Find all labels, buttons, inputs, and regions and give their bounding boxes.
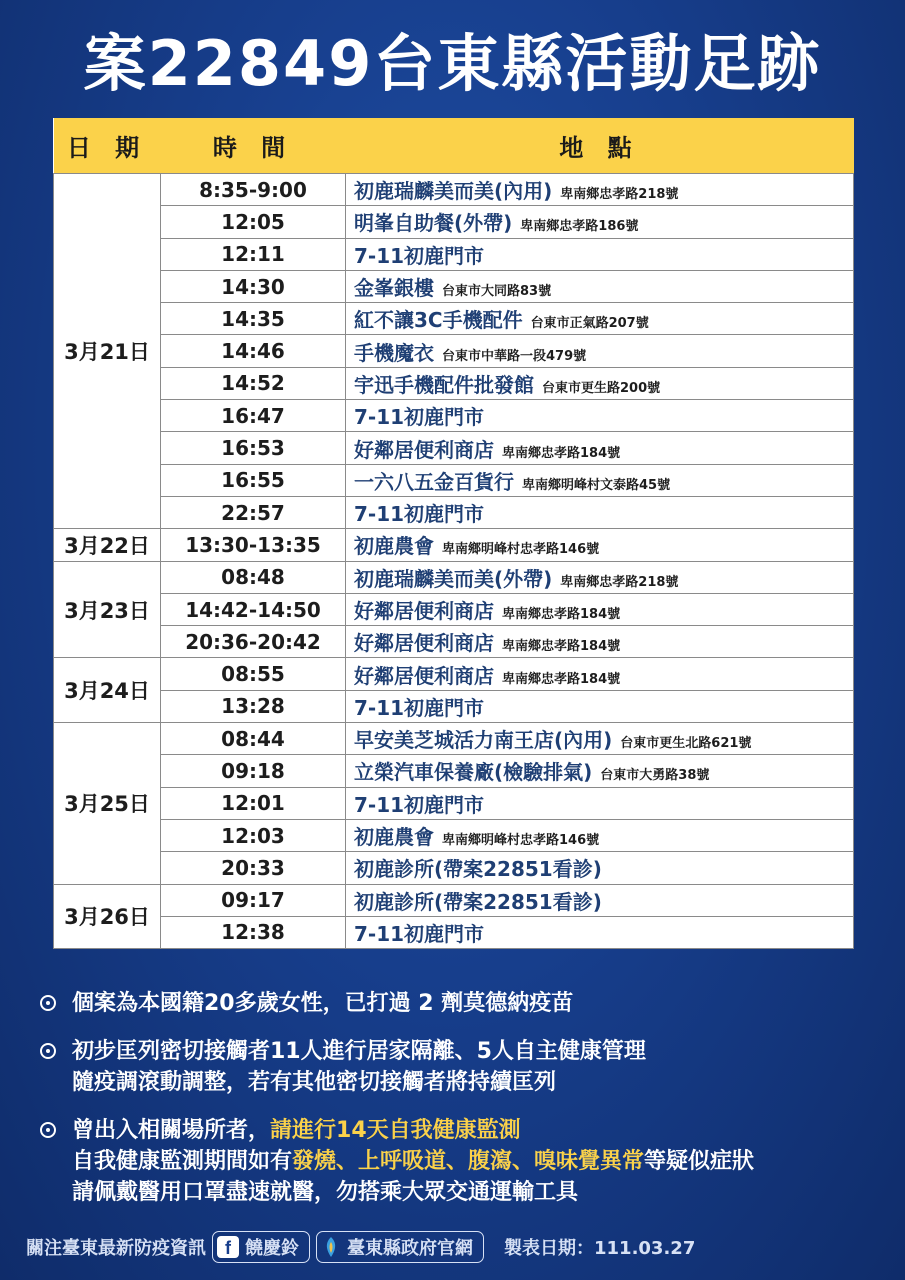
facebook-link[interactable]	[212, 1231, 310, 1263]
time-cell: 09:17	[161, 884, 346, 916]
time-cell: 14:35	[161, 303, 346, 335]
table-row	[54, 496, 854, 528]
time-cell: 08:44	[161, 723, 346, 755]
table-row	[54, 432, 854, 464]
header-place: 地 點	[346, 118, 854, 174]
table-body	[54, 174, 854, 949]
place-address: 卑南鄉忠孝路218號	[560, 187, 679, 203]
place-name: 好鄰居便利商店	[354, 631, 494, 656]
place-address: 卑南鄉明峰村忠孝路146號	[442, 542, 600, 558]
place-name: 7-11初鹿門市	[354, 405, 485, 430]
time-cell: 13:30-13:35	[161, 529, 346, 561]
place-cell	[346, 335, 854, 367]
place-name: 初鹿農會	[354, 825, 434, 850]
header-date: 日 期	[54, 118, 161, 174]
note-1	[36, 988, 876, 1019]
place-name: 7-11初鹿門市	[354, 921, 485, 946]
place-address: 台東市更生北路621號	[620, 736, 752, 752]
place-cell	[346, 529, 854, 561]
place-name: 立榮汽車保養廠(檢驗排氣)	[354, 760, 593, 785]
note-3-line-3: 請佩戴醫用口罩盡速就醫，勿搭乘大眾交通運輸工具	[72, 1180, 579, 1205]
note-3-line-2-c: 等疑似症狀	[644, 1149, 755, 1174]
place-name: 紅不讓3C手機配件	[354, 308, 523, 333]
footprint-table	[53, 118, 854, 949]
table-row	[54, 593, 854, 625]
table-row	[54, 658, 854, 690]
place-address: 卑南鄉忠孝路184號	[502, 639, 621, 655]
place-address: 台東市正氣路207號	[530, 316, 649, 332]
time-cell: 16:47	[161, 400, 346, 432]
place-cell	[346, 206, 854, 238]
note-3-line-2	[72, 1146, 876, 1177]
time-cell: 14:30	[161, 270, 346, 302]
table-row	[54, 626, 854, 658]
place-name: 初鹿瑞麟美而美(內用)	[354, 179, 553, 204]
facebook-icon: f	[217, 1236, 239, 1258]
note-3-line-1-a: 曾出入相關場所者，	[72, 1118, 271, 1143]
time-cell: 12:03	[161, 819, 346, 851]
table-row	[54, 206, 854, 238]
circle-dot-icon	[40, 995, 56, 1011]
time-cell: 16:53	[161, 432, 346, 464]
place-address: 卑南鄉忠孝路184號	[502, 445, 621, 461]
place-cell	[346, 658, 854, 690]
place-cell	[346, 367, 854, 399]
note-2-line-1: 初步匡列密切接觸者11人進行居家隔離、5人自主健康管理	[72, 1039, 646, 1064]
place-name: 一六八五金百貨行	[354, 469, 514, 494]
place-cell	[346, 400, 854, 432]
table-row	[54, 303, 854, 335]
note-3-highlight-symptoms: 發燒、上呼吸道、腹瀉、嗅味覺異常	[292, 1149, 645, 1174]
place-name: 初鹿瑞麟美而美(外帶)	[354, 566, 553, 591]
place-address: 卑南鄉忠孝路218號	[560, 574, 679, 590]
place-name: 明峯自助餐(外帶)	[354, 211, 513, 236]
place-name: 宇迅手機配件批發館	[354, 372, 534, 397]
place-name: 手機魔衣	[354, 340, 434, 365]
place-cell	[346, 819, 854, 851]
place-name: 7-11初鹿門市	[354, 792, 485, 817]
place-address: 台東市大勇路38號	[600, 768, 710, 784]
time-cell: 20:33	[161, 852, 346, 884]
time-cell: 08:55	[161, 658, 346, 690]
place-address: 卑南鄉明峰村忠孝路146號	[442, 833, 600, 849]
date-cell: 3月23日	[54, 561, 161, 658]
time-cell: 09:18	[161, 755, 346, 787]
place-name: 7-11初鹿門市	[354, 243, 485, 268]
gov-site-link[interactable]	[316, 1231, 484, 1263]
time-cell: 20:36-20:42	[161, 626, 346, 658]
place-cell	[346, 755, 854, 787]
table-row	[54, 755, 854, 787]
table-row	[54, 852, 854, 884]
time-cell: 22:57	[161, 496, 346, 528]
note-1-text: 個案為本國籍20多歲女性，已打過 2 劑莫德納疫苗	[72, 991, 574, 1016]
place-cell	[346, 496, 854, 528]
place-cell	[346, 432, 854, 464]
place-cell	[346, 464, 854, 496]
place-cell	[346, 916, 854, 948]
place-cell	[346, 561, 854, 593]
note-3-line-1	[72, 1115, 876, 1146]
place-name: 7-11初鹿門市	[354, 695, 485, 720]
date-cell: 3月26日	[54, 884, 161, 949]
place-cell	[346, 593, 854, 625]
place-address: 卑南鄉忠孝路184號	[502, 671, 621, 687]
taitung-gov-logo-icon	[321, 1236, 341, 1258]
place-name: 初鹿診所(帶案22851看診)	[354, 857, 602, 882]
date-cell: 3月25日	[54, 723, 161, 884]
time-cell: 14:46	[161, 335, 346, 367]
place-name: 好鄰居便利商店	[354, 599, 494, 623]
note-3	[36, 1115, 876, 1208]
time-cell: 12:38	[161, 916, 346, 948]
place-cell	[346, 723, 854, 755]
note-2-line-2: 隨疫調滾動調整，若有其他密切接觸者將持續匡列	[72, 1070, 557, 1095]
circle-dot-icon	[40, 1122, 56, 1138]
note-3-line-2-a: 自我健康監測期間如有	[72, 1149, 293, 1174]
place-cell	[346, 852, 854, 884]
table-row	[54, 690, 854, 722]
place-address: 卑南鄉明峰村文泰路45號	[522, 477, 671, 493]
place-cell	[346, 303, 854, 335]
table-row	[54, 884, 854, 916]
place-name: 早安美芝城活力南王店(內用)	[354, 728, 613, 753]
time-cell: 08:48	[161, 561, 346, 593]
place-cell	[346, 238, 854, 270]
notes	[36, 988, 876, 1225]
place-name: 7-11初鹿門市	[354, 502, 485, 527]
table-row	[54, 787, 854, 819]
footer	[26, 1230, 886, 1264]
place-address: 台東市中華路一段479號	[442, 348, 587, 364]
place-address: 卑南鄉忠孝路184號	[502, 607, 621, 622]
place-cell	[346, 884, 854, 916]
time-cell: 12:11	[161, 238, 346, 270]
place-cell	[346, 626, 854, 658]
time-cell: 14:42-14:50	[161, 593, 346, 625]
time-cell: 14:52	[161, 367, 346, 399]
time-cell: 12:01	[161, 787, 346, 819]
place-address: 卑南鄉忠孝路186號	[520, 219, 639, 235]
place-cell	[346, 787, 854, 819]
time-cell: 13:28	[161, 690, 346, 722]
header-time: 時 間	[161, 118, 346, 174]
table-row	[54, 464, 854, 496]
circle-dot-icon	[40, 1043, 56, 1059]
note-3-highlight-monitor: 請進行14天自我健康監測	[270, 1118, 521, 1143]
place-name: 初鹿診所(帶案22851看診)	[354, 889, 602, 914]
table-row	[54, 335, 854, 367]
table-row	[54, 916, 854, 948]
date-cell: 3月21日	[54, 174, 161, 529]
time-cell: 8:35-9:00	[161, 174, 346, 206]
table-row	[54, 270, 854, 302]
table-row	[54, 367, 854, 399]
place-name: 好鄰居便利商店	[354, 437, 494, 462]
place-name: 初鹿農會	[354, 534, 434, 559]
page-title: 案22849台東縣活動足跡	[83, 27, 822, 100]
table-row	[54, 819, 854, 851]
table-row	[54, 723, 854, 755]
place-cell	[346, 174, 854, 206]
table-row	[54, 400, 854, 432]
made-date: 製表日期：111.03.27	[504, 1238, 696, 1259]
follow-text: 關注臺東最新防疫資訊	[26, 1238, 206, 1259]
table-row	[54, 238, 854, 270]
facebook-name: 饒慶鈴	[245, 1238, 299, 1259]
place-address: 台東市大同路83號	[442, 284, 552, 300]
note-2	[36, 1036, 876, 1098]
table-row	[54, 174, 854, 206]
time-cell: 12:05	[161, 206, 346, 238]
table-row	[54, 529, 854, 561]
time-cell: 16:55	[161, 464, 346, 496]
date-cell: 3月22日	[54, 529, 161, 561]
gov-site-label: 臺東縣政府官網	[347, 1238, 473, 1259]
place-cell	[346, 690, 854, 722]
place-cell	[346, 270, 854, 302]
table-row	[54, 561, 854, 593]
place-name: 好鄰居便利商店	[354, 663, 494, 688]
date-cell: 3月24日	[54, 658, 161, 723]
place-name: 金峯銀樓	[354, 276, 434, 301]
table-header-row	[54, 118, 854, 174]
place-address: 台東市更生路200號	[542, 380, 661, 396]
